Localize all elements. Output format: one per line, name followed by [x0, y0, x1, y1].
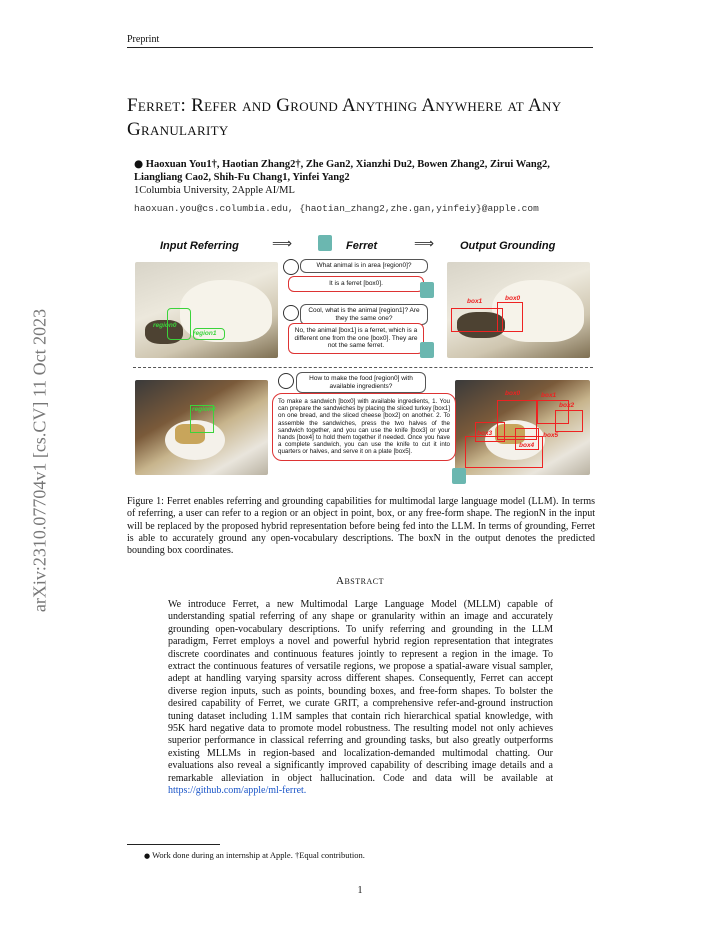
question-bubble: [300, 304, 428, 325]
figure-head-input: Input Referring: [160, 240, 239, 252]
author-list: [134, 158, 594, 184]
box-label: box2: [559, 402, 575, 409]
region-label: region0: [192, 406, 216, 413]
figure-head-ferret: Ferret: [346, 240, 378, 252]
box-label: box0: [505, 390, 521, 397]
answer-bubble: [272, 393, 456, 461]
answer-bubble: [288, 323, 424, 354]
code-link[interactable]: https://github.com/apple/ml-ferret.: [168, 785, 307, 797]
abstract-text: We introduce Ferret, a new Multimodal Large Language Model (MLLM) capable of understanding spatial referring of any shape or granularity within an image and accurately grounding open-vocabulary descriptions. To unify referring and grounding in the LLM paradigm, Ferret employs a novel and powerful hybrid region representation that integrates discrete coordinates and continuous features jointly to represent a region in the image. To extract the continuous features of versatile regions, we propose a spatial-aware visual sampler, adept at handling varying sparsity across different shapes. Consequently, Ferret can accept diverse region inputs, such as points, bounding boxes, and free-form shapes. To bolster the desired capability of Ferret, we curate GRIT, a comprehensive refer-and-ground instruction tuning dataset including 1.1M samples that contain rich hierarchical spatial knowledge, with 95K hard negative data to promote model robustness. The resulting model not only achieves superior performance in classical referring and grounding tasks, but also greatly outperforms existing MLLMs in region-based and localization-demanded multimodal chatting. Our evaluations also reveal a significantly improved capability of describing image details and a remarkable alleviation in object hallucination. Code and data will be available at: [168, 599, 553, 784]
authors-text: Haoxuan You1†, Haotian Zhang2†, Zhe Gan2, Xianzhi Du2, Bowen Zhang2, Zirui Wang2, Liangliang Cao2, Shih-Fu Chang1, Yinfei Yang2: [134, 159, 550, 183]
footnote-rule: [127, 844, 220, 845]
figure-divider: [133, 367, 593, 368]
ferret-avatar-icon: [318, 235, 332, 251]
question-bubble: [300, 259, 428, 273]
box-label: box1: [467, 298, 483, 305]
header-rule: [127, 47, 593, 48]
abstract-heading: Abstract: [336, 575, 384, 587]
question-text: What animal is in area [region0]?: [316, 262, 412, 269]
box-label: box3: [477, 430, 493, 437]
figure-caption: Figure 1: Ferret enables referring and grounding capabilities for multimodal large language model (LLM). In terms of referring, a user can refer to a region or an object in point, box, or any free-form shape. The regionN in the input will be replaced by the proposed hybrid representation before being fed into the LLM. In terms of grounding, Ferret is able to accurately ground any open-vocabulary descriptions. The boxN in the output denotes the predicted bounding box coordinates.: [127, 496, 595, 557]
box-label: box5: [543, 432, 559, 439]
sandwich-photo-input: [135, 380, 268, 475]
page-number: 1: [357, 885, 363, 896]
box-label: box0: [505, 295, 521, 302]
running-header: Preprint: [127, 34, 160, 45]
user-avatar-icon: [283, 305, 299, 321]
arxiv-stamp: arXiv:2310.07704v1 [cs.CV] 11 Oct 2023: [29, 308, 50, 613]
sandwich-photo-output: [455, 380, 590, 475]
answer-text: It is a ferret [box0].: [329, 280, 383, 287]
ferret-avatar-icon: [420, 282, 434, 298]
footnote: [144, 850, 365, 860]
answer-text: To make a sandwich [box0] with available ingredients, 1. You can prepare the sandwiches by placing the sliced turkey [box1] on one bread, and the sliced cheese [box2] on another. 2. To assemble the sandwiches, press the two halves of the sandwich together, and you can use the knife [box3] or your hands [box4] to hold them together if needed. Once you have a complete sandwich, you can use the knife to cut it into quarters or halves, and serve it on a plate [box5].: [278, 398, 450, 456]
region-label: region0: [153, 322, 177, 329]
arrow-icon: ⟹: [272, 236, 293, 252]
box-label: box4: [519, 442, 535, 449]
affiliations: 1Columbia University, 2Apple AI/ML: [134, 185, 295, 196]
user-avatar-icon: [278, 373, 294, 389]
arrow-icon: ⟹: [414, 236, 435, 252]
abstract-body: [168, 599, 553, 798]
user-avatar-icon: [283, 259, 299, 275]
question-text: Cool, what is the animal [region1]? Are they the same one?: [308, 307, 420, 322]
region-label: region1: [193, 330, 217, 337]
ferret-avatar-icon: [420, 342, 434, 358]
answer-bubble: [288, 276, 424, 292]
answer-text: No, the animal [box1] is a ferret, which is a different one from the one [box0]. They are not the same ferret.: [294, 327, 418, 350]
question-text: How to make the food [region0] with available ingredients?: [309, 375, 413, 390]
ferret-photo-output: [447, 262, 590, 358]
box-label: box1: [541, 392, 557, 399]
paper-title: Ferret: Refer and Ground Anything Anywhere at Any Granularity: [127, 95, 562, 140]
footnote-text: Work done during an internship at Apple. †Equal contribution.: [152, 850, 365, 860]
ferret-avatar-icon: [452, 468, 466, 484]
ferret-photo-input: [135, 262, 278, 358]
apple-logo-icon: ●: [134, 158, 144, 170]
figure-head-output: Output Grounding: [460, 240, 556, 252]
emails: haoxuan.you@cs.columbia.edu, {haotian_zhang2,zhe.gan,yinfeiy}@apple.com: [134, 203, 539, 214]
apple-logo-icon: ●: [144, 852, 151, 860]
question-bubble: [296, 372, 426, 393]
